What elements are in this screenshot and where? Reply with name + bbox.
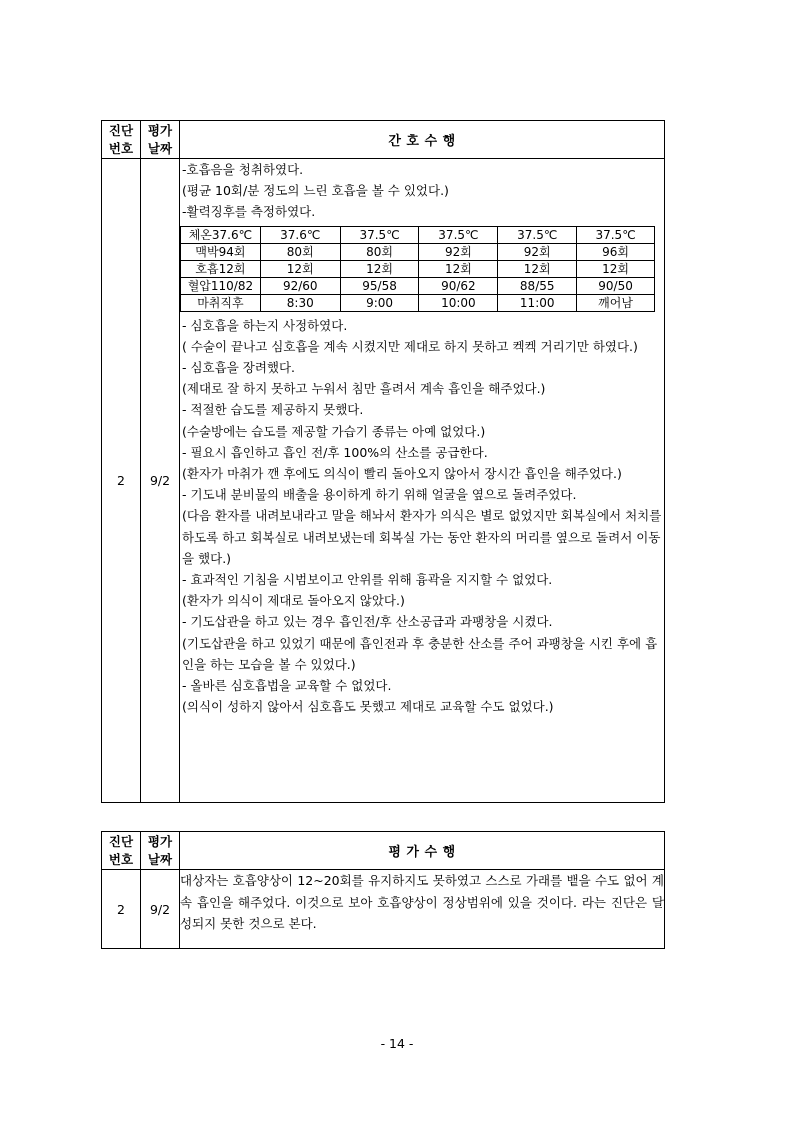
vital-cell: 80회 xyxy=(260,243,340,260)
note-line: - 기도삽관을 하고 있는 경우 흡인전/후 산소공급과 과팽창을 시켰다. xyxy=(182,614,553,630)
vital-row-respiration xyxy=(181,260,655,277)
note-line: - 심호흡을 장려했다. xyxy=(182,360,296,376)
note-line: - 적절한 습도를 제공하지 못했다. xyxy=(182,402,364,418)
vital-cell: 88/55 xyxy=(498,277,577,294)
vital-cell: 마취직후 xyxy=(181,294,261,311)
date-cell: 9/2 xyxy=(141,870,180,949)
vital-cell: 37.6℃ xyxy=(260,226,340,243)
header-line: 날짜 xyxy=(147,140,173,156)
header-line: 평가 xyxy=(147,122,173,138)
header-line: 평가 xyxy=(147,833,173,849)
evaluation-table xyxy=(101,831,665,949)
intro-line: -호흡음을 청취하였다. xyxy=(182,162,304,177)
note-line: ( 수술이 끝나고 심호흡을 계속 시켰지만 제대로 하지 못하고 켁켁 거리기만 하였다.) xyxy=(182,338,638,354)
vital-cell: 90/62 xyxy=(419,277,498,294)
note-line: (환자가 마취가 깬 후에도 의식이 빨리 돌아오지 않아서 장시간 흡인을 해주었다.) xyxy=(182,466,622,482)
vital-cell: 혈압110/82 xyxy=(181,277,261,294)
vital-cell: 12회 xyxy=(419,260,498,277)
vital-cell: 12회 xyxy=(577,260,655,277)
vital-cell: 37.5℃ xyxy=(577,226,655,243)
note-line: (환자가 의식이 제대로 돌아오지 않았다.) xyxy=(182,593,405,609)
note-line: - 기도내 분비물의 배출을 용이하게 하기 위해 얼굴을 옆으로 돌려주었다. xyxy=(182,487,577,503)
vital-cell: 호흡12회 xyxy=(181,260,261,277)
note-line: - 필요시 흡인하고 흡인 전/후 100%의 산소를 공급한다. xyxy=(182,444,488,460)
eval-date-header xyxy=(141,832,180,870)
vital-cell: 11:00 xyxy=(498,294,577,311)
vital-cell: 95/58 xyxy=(340,277,419,294)
note-line: - 효과적인 기침을 시범보이고 안위를 위해 흉곽을 지지할 수 없었다. xyxy=(182,572,553,588)
vital-cell: 90/50 xyxy=(577,277,655,294)
vital-cell: 12회 xyxy=(260,260,340,277)
note-line: - 심호흡을 하는지 사정하였다. xyxy=(182,317,348,333)
diag-no-cell: 2 xyxy=(102,159,141,803)
diag-no-header xyxy=(102,121,141,159)
vital-cell: 96회 xyxy=(577,243,655,260)
nursing-title-header: 간 호 수 행 xyxy=(180,121,665,159)
vital-cell: 12회 xyxy=(340,260,419,277)
evaluation-text: 대상자는 호흡양상이 12~20회를 유지하지도 못하였고 스스로 가래를 뱉을 수도 없어 계속 흡인을 해주었다. 이것으로 보아 호흡양상이 정상범위에 있을 것이다. 라는 진단은 달성되지 못한 것으로 본다. xyxy=(180,870,665,949)
vital-row-pulse xyxy=(181,243,655,260)
vital-cell: 92회 xyxy=(498,243,577,260)
note-line: (수술방에는 습도를 제공할 가습기 종류는 아예 없었다.) xyxy=(182,423,486,439)
vital-cell: 깨어남 xyxy=(577,294,655,311)
vital-cell: 8:30 xyxy=(260,294,340,311)
header-line: 날짜 xyxy=(147,851,173,867)
vital-cell: 12회 xyxy=(498,260,577,277)
vital-row-temperature xyxy=(181,226,655,243)
note-line: (기도삽관을 하고 있었기 때문에 흡인전과 후 충분한 산소를 주어 과팽창을 시킨 후에 흡인을 하는 모습을 볼 수 있었다.) xyxy=(182,635,658,672)
intro-line: (평균 10회/분 정도의 느린 호흡을 볼 수 있었다.) xyxy=(182,183,449,199)
vital-cell: 92회 xyxy=(419,243,498,260)
vital-signs-table xyxy=(180,226,655,312)
header-line: 번호 xyxy=(108,140,134,156)
eval-date-header xyxy=(141,121,180,159)
diag-no-header xyxy=(102,832,141,870)
note-line: (제대로 잘 하지 못하고 누워서 침만 흘려서 계속 흡인을 해주었다.) xyxy=(182,381,546,397)
evaluation-title-header: 평 가 수 행 xyxy=(180,832,665,870)
note-line: (의식이 성하지 않아서 심호흡도 못했고 제대로 교육할 수도 없었다.) xyxy=(182,699,554,715)
nursing-content-cell xyxy=(180,159,665,803)
vital-cell: 37.5℃ xyxy=(340,226,419,243)
header-line: 진단 xyxy=(108,833,134,849)
page-number: - 14 - xyxy=(380,1036,414,1051)
nursing-care-table xyxy=(101,120,665,803)
intro-line: -활력징후를 측정하였다. xyxy=(182,204,316,220)
intro-block xyxy=(180,159,664,223)
header-line: 진단 xyxy=(108,122,134,138)
note-line: - 올바른 심호흡법을 교육할 수 없었다. xyxy=(182,678,392,694)
note-line: (다음 환자를 내려보내라고 말을 해놔서 환자가 의식은 별로 없었지만 회복실에서 처치를 하도록 하고 회복실로 내려보냈는데 회복실 가는 동안 환자의 머리를 옆으로 돌려서 이동을 했다.) xyxy=(182,508,662,566)
vital-cell: 92/60 xyxy=(260,277,340,294)
vital-cell: 10:00 xyxy=(419,294,498,311)
vital-cell: 9:00 xyxy=(340,294,419,311)
vital-row-blood-pressure xyxy=(181,277,655,294)
vital-cell: 맥박94회 xyxy=(181,243,261,260)
notes-block xyxy=(180,315,664,718)
vital-cell: 80회 xyxy=(340,243,419,260)
vital-cell: 37.5℃ xyxy=(498,226,577,243)
vital-cell: 37.5℃ xyxy=(419,226,498,243)
vital-row-time xyxy=(181,294,655,311)
date-cell: 9/2 xyxy=(141,159,180,803)
vital-cell: 체온37.6℃ xyxy=(181,226,261,243)
diag-no-cell: 2 xyxy=(102,870,141,949)
header-line: 번호 xyxy=(108,851,134,867)
